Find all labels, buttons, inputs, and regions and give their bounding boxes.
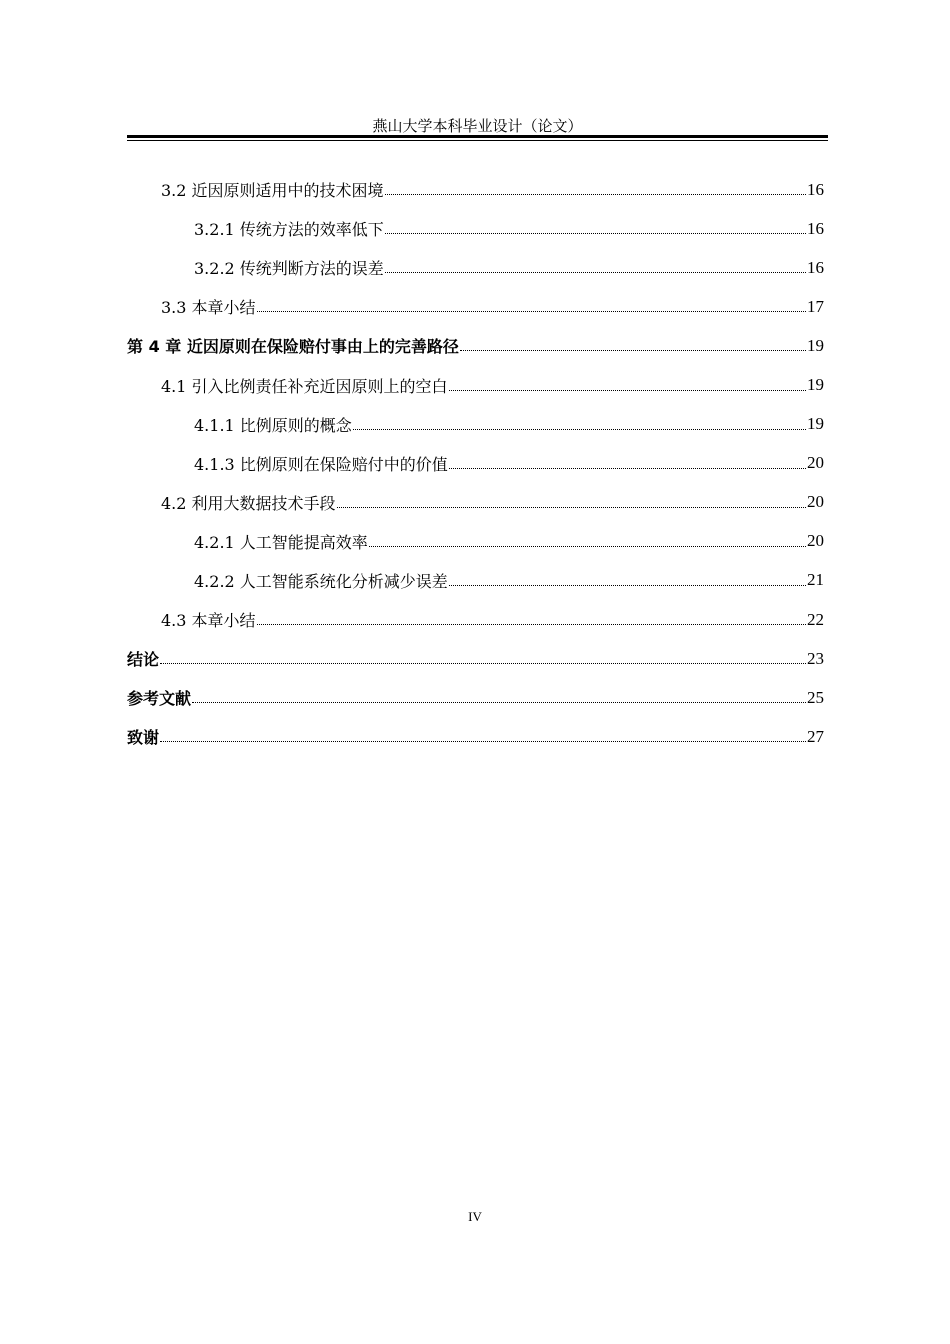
toc-entry-title: 3.2 近因原则适用中的技术困境 bbox=[161, 181, 384, 201]
toc-entry-title: 4.1.3 比例原则在保险赔付中的价值 bbox=[194, 454, 448, 474]
toc-leader-dots bbox=[353, 411, 806, 430]
toc-entry-page: 20 bbox=[807, 492, 824, 512]
toc-entry-page: 20 bbox=[807, 531, 824, 551]
header-rule-thick bbox=[127, 135, 828, 138]
toc-entry-title: 4.3 本章小结 bbox=[161, 611, 256, 631]
toc-entry-4-1[interactable] bbox=[127, 365, 824, 404]
toc-entry-references[interactable] bbox=[127, 678, 824, 717]
toc-leader-dots bbox=[385, 254, 806, 273]
toc-leader-dots bbox=[385, 176, 806, 195]
toc-entry-page: 23 bbox=[807, 648, 824, 668]
toc-entry-title: 参考文献 bbox=[127, 689, 192, 709]
toc-leader-dots bbox=[449, 372, 806, 391]
toc-leader-dots bbox=[385, 215, 806, 234]
toc-entry-title: 3.2.2 传统判断方法的误差 bbox=[194, 259, 384, 279]
header-rule-thin bbox=[127, 140, 828, 141]
toc-leader-dots bbox=[369, 528, 806, 547]
toc-entry-4-2[interactable] bbox=[127, 483, 824, 522]
toc-entry-page: 25 bbox=[807, 687, 824, 707]
toc-entry-title: 4.1 引入比例责任补充近因原则上的空白 bbox=[161, 376, 448, 396]
toc-entry-4-2-1[interactable] bbox=[127, 522, 824, 561]
table-of-contents bbox=[127, 170, 824, 756]
page-number: IV bbox=[468, 1209, 482, 1224]
header-title: 燕山大学本科毕业设计（论文） bbox=[372, 117, 583, 135]
toc-entry-page: 19 bbox=[807, 414, 824, 434]
toc-entry-page: 27 bbox=[807, 726, 824, 746]
toc-entry-4-1-1[interactable] bbox=[127, 405, 824, 444]
toc-entry-page: 16 bbox=[807, 179, 824, 199]
toc-entry-chapter-4[interactable] bbox=[127, 326, 824, 365]
toc-leader-dots bbox=[192, 684, 806, 703]
toc-leader-dots bbox=[460, 332, 806, 351]
toc-entry-title: 4.1.1 比例原则的概念 bbox=[194, 415, 352, 435]
toc-entry-page: 21 bbox=[807, 570, 824, 590]
toc-entry-page: 16 bbox=[807, 257, 824, 277]
toc-entry-acknowledgements[interactable] bbox=[127, 717, 824, 756]
toc-leader-dots bbox=[257, 293, 806, 312]
toc-leader-dots bbox=[449, 567, 806, 586]
toc-leader-dots bbox=[337, 489, 806, 508]
toc-entry-title: 第 4 章 近因原则在保险赔付事由上的完善路径 bbox=[127, 337, 459, 357]
toc-entry-title: 3.3 本章小结 bbox=[161, 298, 256, 318]
toc-entry-title: 结论 bbox=[127, 650, 160, 670]
toc-leader-dots bbox=[160, 723, 806, 742]
toc-leader-dots bbox=[449, 450, 806, 469]
toc-entry-4-2-2[interactable] bbox=[127, 561, 824, 600]
toc-entry-page: 19 bbox=[807, 375, 824, 395]
toc-entry-3-3[interactable] bbox=[127, 287, 824, 326]
toc-entry-title: 致谢 bbox=[127, 728, 160, 748]
toc-leader-dots bbox=[257, 606, 806, 625]
toc-entry-title: 3.2.1 传统方法的效率低下 bbox=[194, 220, 384, 240]
toc-entry-title: 4.2.2 人工智能系统化分析减少误差 bbox=[194, 571, 448, 591]
toc-entry-4-3[interactable] bbox=[127, 600, 824, 639]
toc-entry-page: 16 bbox=[807, 218, 824, 238]
toc-entry-title: 4.2 利用大数据技术手段 bbox=[161, 493, 336, 513]
toc-entry-3-2[interactable] bbox=[127, 170, 824, 209]
toc-entry-page: 19 bbox=[807, 335, 824, 355]
toc-entry-3-2-2[interactable] bbox=[127, 248, 824, 287]
toc-entry-title: 4.2.1 人工智能提高效率 bbox=[194, 532, 368, 552]
toc-entry-page: 17 bbox=[807, 296, 824, 316]
toc-leader-dots bbox=[160, 645, 806, 664]
toc-entry-page: 20 bbox=[807, 453, 824, 473]
toc-entry-3-2-1[interactable] bbox=[127, 209, 824, 248]
toc-entry-conclusion[interactable] bbox=[127, 639, 824, 678]
toc-entry-4-1-3[interactable] bbox=[127, 444, 824, 483]
toc-entry-page: 22 bbox=[807, 609, 824, 629]
